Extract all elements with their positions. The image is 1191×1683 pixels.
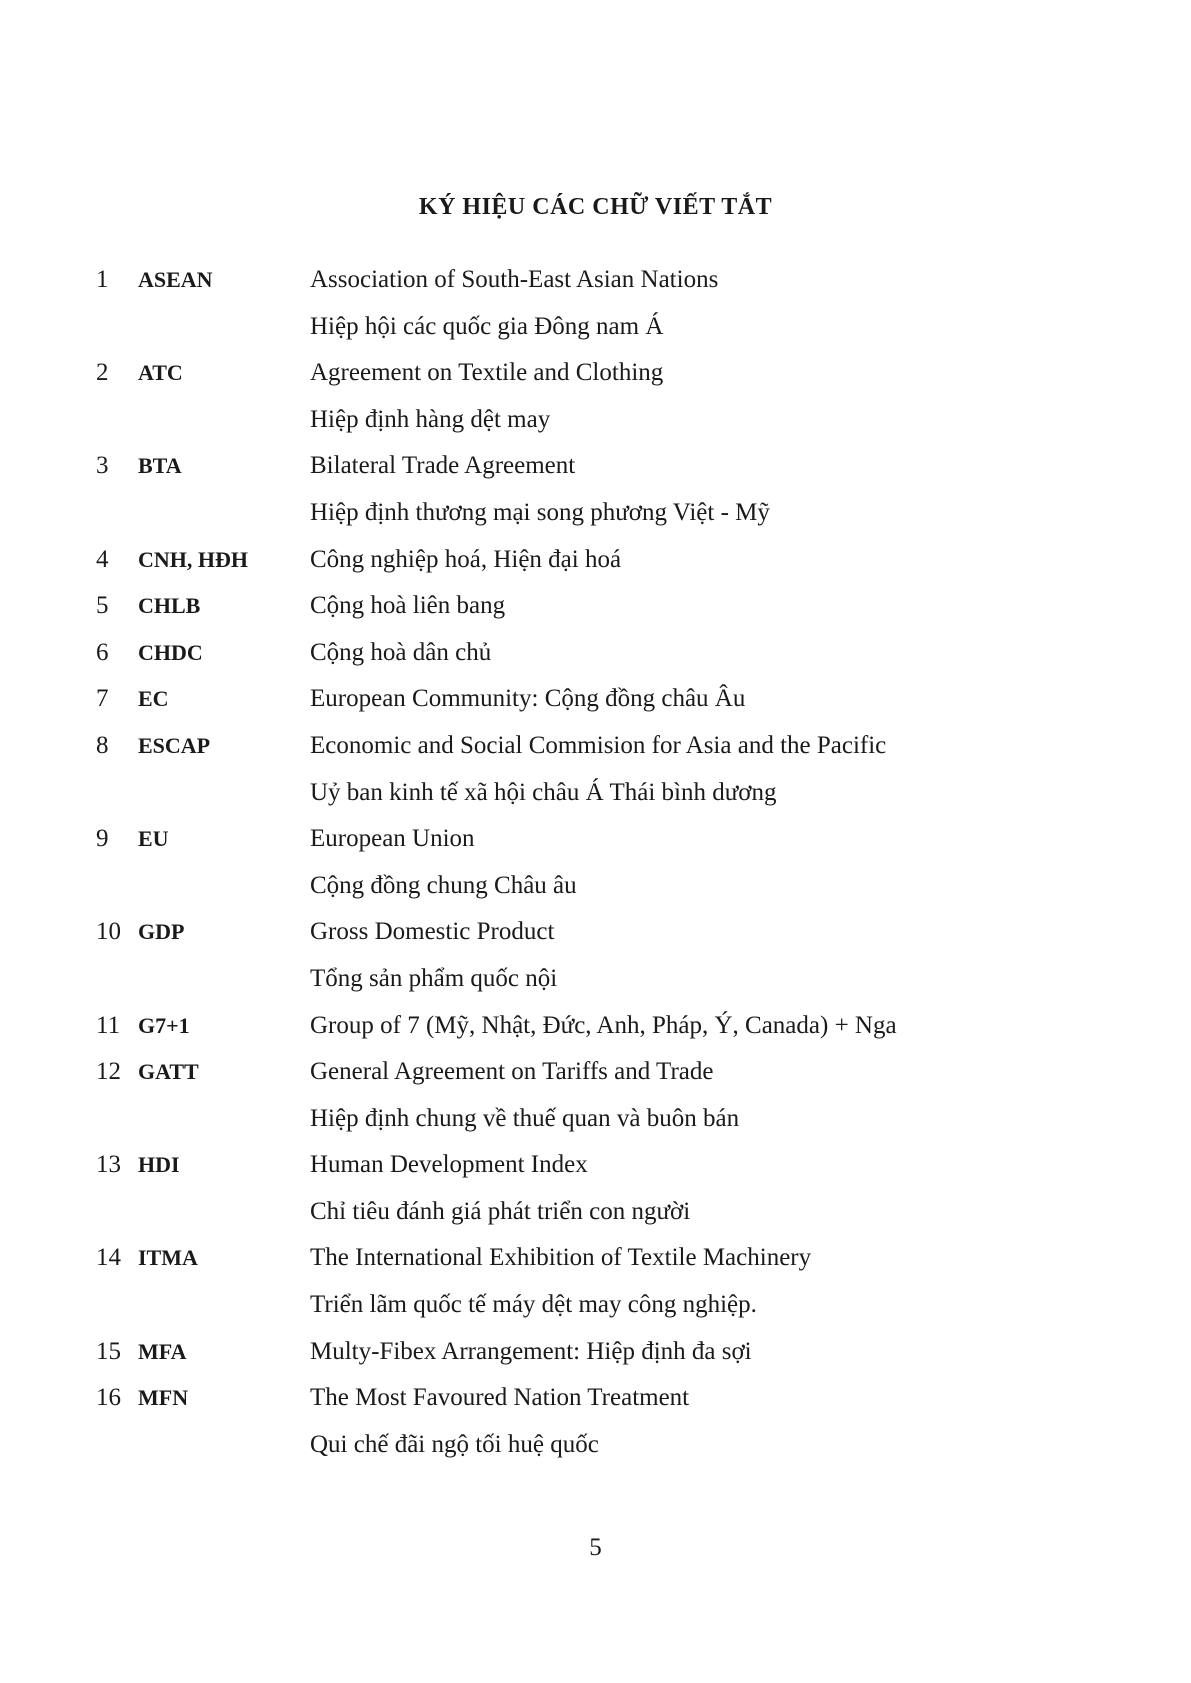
entry-number: 13 <box>96 1151 121 1179</box>
entry-main-line <box>96 546 1096 593</box>
entry-description: Multy-Fibex Arrangement: Hiệp định đa sợi <box>310 1337 752 1365</box>
entry-description: Economic and Social Commision for Asia and the Pacific <box>310 731 887 759</box>
entry-description: Triển lãm quốc tế máy dệt may công nghiệp. <box>310 1291 757 1319</box>
entry-abbreviation: HDI <box>138 1152 180 1178</box>
entry-number: 14 <box>96 1244 121 1272</box>
entry-main-line <box>96 1012 1096 1059</box>
entry-abbreviation: ESCAP <box>138 732 211 758</box>
entry-number: 12 <box>96 1058 121 1086</box>
entry-description: The International Exhibition of Textile Machinery <box>310 1244 812 1272</box>
entry-description: Hiệp định chung về thuế quan và buôn bán <box>310 1104 740 1132</box>
entry-number: 9 <box>96 825 109 853</box>
entry-number: 4 <box>96 545 109 573</box>
entry-description: Association of South-East Asian Nations <box>310 266 719 293</box>
entry-description: Cộng hoà dân chủ <box>310 638 492 666</box>
abbreviation-entry <box>96 639 1096 686</box>
entry-translation-line <box>96 779 1096 826</box>
entry-description: Hiệp định hàng dệt may <box>310 405 551 433</box>
entry-description: Human Development Index <box>310 1151 588 1179</box>
entry-number: 15 <box>96 1337 121 1365</box>
entry-main-line <box>96 1338 1096 1385</box>
entry-number: 1 <box>96 266 109 293</box>
entry-number: 5 <box>96 592 109 620</box>
entry-abbreviation: G7+1 <box>138 1012 190 1038</box>
abbreviation-entry <box>96 592 1096 639</box>
entry-main-line <box>96 685 1096 732</box>
entry-main-line <box>96 1058 1096 1105</box>
entry-abbreviation: CNH, HĐH <box>138 546 248 572</box>
entry-description: Chỉ tiêu đánh giá phát triển con người <box>310 1197 691 1225</box>
entry-main-line <box>96 918 1096 965</box>
abbreviation-entry <box>96 685 1096 732</box>
entry-description: Công nghiệp hoá, Hiện đại hoá <box>310 545 622 573</box>
entry-description: Group of 7 (Mỹ, Nhật, Đức, Anh, Pháp, Ý, Canada) + Nga <box>310 1011 897 1039</box>
entry-description: The Most Favoured Nation Treatment <box>310 1384 690 1412</box>
entry-number: 11 <box>96 1011 121 1039</box>
entry-number: 16 <box>96 1384 121 1412</box>
entry-abbreviation: CHDC <box>138 639 203 665</box>
abbreviation-entry <box>96 1012 1096 1059</box>
entry-description: Cộng hoà liên bang <box>310 592 506 620</box>
entry-main-line <box>96 732 1096 779</box>
abbreviation-entry <box>96 452 1096 545</box>
entry-description: Qui chế đãi ngộ tối huệ quốc <box>310 1430 599 1458</box>
entry-description: Bilateral Trade Agreement <box>310 452 576 480</box>
abbreviation-list <box>96 266 1096 1477</box>
entry-number: 8 <box>96 731 109 759</box>
abbreviation-entry <box>96 546 1096 593</box>
entry-description: European Union <box>310 825 475 853</box>
entry-abbreviation: EC <box>138 686 169 712</box>
entry-translation-line <box>96 1431 1096 1478</box>
entry-abbreviation: BTA <box>138 453 182 479</box>
entry-abbreviation: MFN <box>138 1385 189 1411</box>
entry-description: Uỷ ban kinh tế xã hội châu Á Thái bình dương <box>310 778 777 806</box>
entry-main-line <box>96 639 1096 686</box>
entry-abbreviation: ASEAN <box>138 267 213 292</box>
abbreviation-entry <box>96 825 1096 918</box>
page-number: 5 <box>589 1534 602 1561</box>
entry-abbreviation: GATT <box>138 1059 199 1085</box>
entry-number: 7 <box>96 685 109 713</box>
entry-translation-line <box>96 1105 1096 1152</box>
entry-main-line <box>96 592 1096 639</box>
entry-translation-line <box>96 1291 1096 1338</box>
abbreviation-entry <box>96 1384 1096 1477</box>
entry-abbreviation: EU <box>138 826 169 852</box>
page-title: KÝ HIỆU CÁC CHỮ VIẾT TẮT <box>418 194 773 221</box>
entry-abbreviation: MFA <box>138 1338 187 1364</box>
abbreviation-entry <box>96 1338 1096 1385</box>
entry-abbreviation: ITMA <box>138 1245 198 1271</box>
abbreviation-entry <box>96 918 1096 1011</box>
entry-main-line <box>96 359 1096 406</box>
entry-number: 10 <box>96 918 121 946</box>
entry-main-line <box>96 825 1096 872</box>
entry-abbreviation: GDP <box>138 919 185 945</box>
abbreviation-entry <box>96 1058 1096 1151</box>
entry-number: 2 <box>96 359 109 387</box>
entry-number: 3 <box>96 452 109 480</box>
entry-number: 6 <box>96 638 109 666</box>
entry-description: Tổng sản phẩm quốc nội <box>310 964 558 992</box>
entry-abbreviation: ATC <box>138 360 183 386</box>
entry-description: Hiệp định thương mại song phương Việt - Mỹ <box>310 498 770 526</box>
entry-translation-line <box>96 1198 1096 1245</box>
entry-main-line <box>96 1244 1096 1291</box>
entry-translation-line <box>96 872 1096 919</box>
entry-translation-line <box>96 406 1096 453</box>
entry-main-line <box>96 266 1096 313</box>
entry-main-line <box>96 1151 1096 1198</box>
entry-translation-line <box>96 499 1096 546</box>
entry-description: European Community: Cộng đồng châu Âu <box>310 685 746 713</box>
entry-description: General Agreement on Tariffs and Trade <box>310 1058 714 1086</box>
entry-main-line <box>96 1384 1096 1431</box>
entry-description: Gross Domestic Product <box>310 918 555 946</box>
entry-translation-line <box>96 965 1096 1012</box>
entry-translation-line <box>96 313 1096 360</box>
abbreviation-entry <box>96 266 1096 359</box>
entry-abbreviation: CHLB <box>138 593 201 619</box>
entry-description: Hiệp hội các quốc gia Đông nam Á <box>310 312 664 340</box>
abbreviation-entry <box>96 1244 1096 1337</box>
abbreviation-entry <box>96 359 1096 452</box>
entry-main-line <box>96 452 1096 499</box>
entry-description: Cộng đồng chung Châu âu <box>310 871 577 899</box>
entry-description: Agreement on Textile and Clothing <box>310 359 664 387</box>
abbreviation-entry <box>96 732 1096 825</box>
abbreviation-entry <box>96 1151 1096 1244</box>
